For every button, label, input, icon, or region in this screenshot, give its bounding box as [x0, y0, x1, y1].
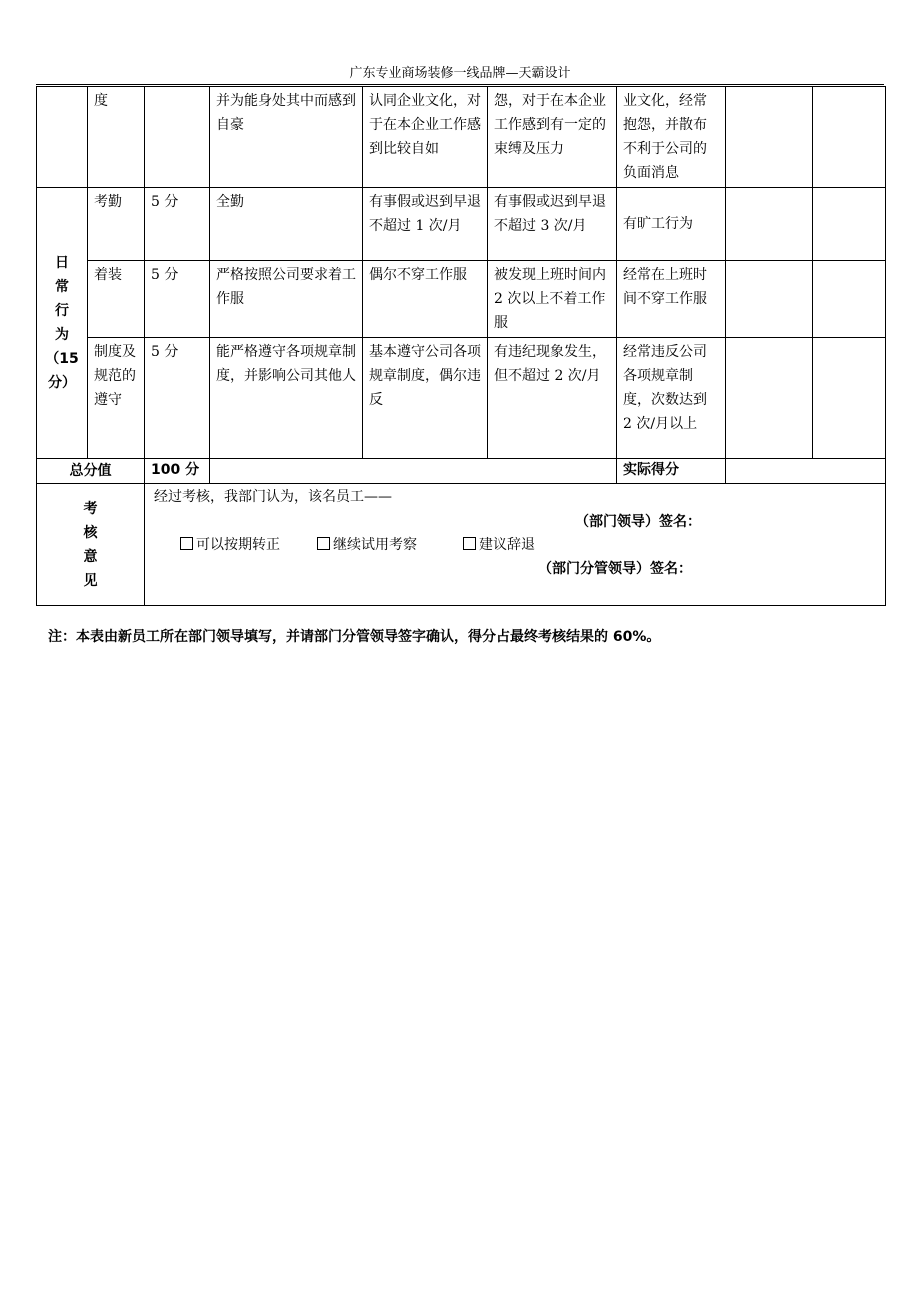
category-daily-behavior — [37, 188, 88, 459]
opinion-intro: 经过考核，我部门认为，该名员工—— — [154, 489, 392, 505]
good-cell: 认同企业文化，对于在本企业工作感到比较自如 — [363, 87, 488, 188]
self-score-cell[interactable] — [726, 188, 813, 261]
good-cell: 有事假或迟到早退不超过 1 次/月 — [363, 188, 488, 261]
item-cell: 考勤 — [88, 188, 145, 261]
opinion-char: 见 — [83, 572, 98, 589]
poor-cell: 经常违反公司各项规章制度，次数达到 2 次/月以上 — [617, 338, 726, 459]
checkbox-icon[interactable] — [463, 537, 476, 550]
page-header: 广东专业商场装修一线品牌—天霸设计 — [36, 64, 884, 85]
table-row — [37, 87, 886, 188]
fair-cell: 有违纪现象发生，但不超过 2 次/月 — [488, 338, 617, 459]
item-cell: 度 — [88, 87, 145, 188]
table-row — [37, 188, 886, 261]
opinion-char: 意 — [83, 548, 98, 565]
option-label: 可以按期转正 — [196, 537, 280, 553]
good-cell: 偶尔不穿工作服 — [363, 261, 488, 338]
option-extend-probation[interactable] — [317, 535, 417, 555]
category-char: 日 — [55, 255, 69, 271]
category-char: 常 — [55, 279, 69, 295]
fair-cell: 有事假或迟到早退不超过 3 次/月 — [488, 188, 617, 261]
total-value: 100 分 — [145, 459, 210, 484]
score-cell: 5 分 — [145, 188, 210, 261]
actual-score-label: 实际得分 — [617, 459, 726, 484]
category-char: 行 — [55, 303, 69, 319]
dept-leader-signature: （部门领导）签名： — [575, 514, 701, 530]
self-score-cell[interactable] — [726, 338, 813, 459]
fair-cell: 怨，对于在本企业工作感到有一定的束缚及压力 — [488, 87, 617, 188]
actual-score-cell[interactable] — [813, 188, 886, 261]
actual-score-cell[interactable] — [813, 261, 886, 338]
item-cell: 制度及规范的遵守 — [88, 338, 145, 459]
self-score-cell[interactable] — [726, 261, 813, 338]
opinion-label — [37, 484, 145, 606]
option-dismiss[interactable] — [463, 535, 535, 555]
opinion-row — [37, 484, 886, 606]
poor-cell: 经常在上班时间不穿工作服 — [617, 261, 726, 338]
poor-cell: 有旷工行为 — [617, 188, 726, 261]
evaluation-table — [36, 86, 886, 606]
option-label: 建议辞退 — [479, 537, 535, 553]
score-cell: 5 分 — [145, 338, 210, 459]
total-label: 总分值 — [37, 459, 145, 484]
opinion-char: 考 — [83, 500, 98, 517]
manager-signature: （部门分管领导）签名： — [538, 561, 692, 577]
table-row — [37, 338, 886, 459]
score-cell — [145, 87, 210, 188]
total-row — [37, 459, 886, 484]
opinion-char: 核 — [83, 524, 98, 541]
checkbox-icon[interactable] — [180, 537, 193, 550]
category-cell — [37, 87, 88, 188]
actual-score-cell[interactable] — [813, 338, 886, 459]
footnote: 注：本表由新员工所在部门领导填写，并请部门分管领导签字确认，得分占最终考核结果的 60%。 — [48, 629, 661, 645]
option-pass[interactable] — [180, 535, 280, 555]
excellent-cell: 严格按照公司要求着工作服 — [210, 261, 363, 338]
excellent-cell: 全勤 — [210, 188, 363, 261]
fair-cell: 被发现上班时间内 2 次以上不着工作服 — [488, 261, 617, 338]
category-char: （15 — [45, 351, 79, 367]
item-cell: 着装 — [88, 261, 145, 338]
option-label: 继续试用考察 — [333, 537, 417, 553]
actual-score-cell[interactable] — [813, 87, 886, 188]
category-char: 分） — [48, 375, 76, 391]
actual-score-total-cell[interactable] — [726, 459, 886, 484]
poor-cell: 业文化，经常抱怨，并散布不利于公司的负面消息 — [617, 87, 726, 188]
table-row — [37, 261, 886, 338]
category-char: 为 — [55, 327, 69, 343]
total-blank-cell — [210, 459, 617, 484]
checkbox-icon[interactable] — [317, 537, 330, 550]
score-cell: 5 分 — [145, 261, 210, 338]
excellent-cell: 能严格遵守各项规章制度，并影响公司其他人 — [210, 338, 363, 459]
good-cell: 基本遵守公司各项规章制度，偶尔违反 — [363, 338, 488, 459]
excellent-cell: 并为能身处其中而感到自豪 — [210, 87, 363, 188]
opinion-content — [145, 484, 886, 606]
self-score-cell[interactable] — [726, 87, 813, 188]
